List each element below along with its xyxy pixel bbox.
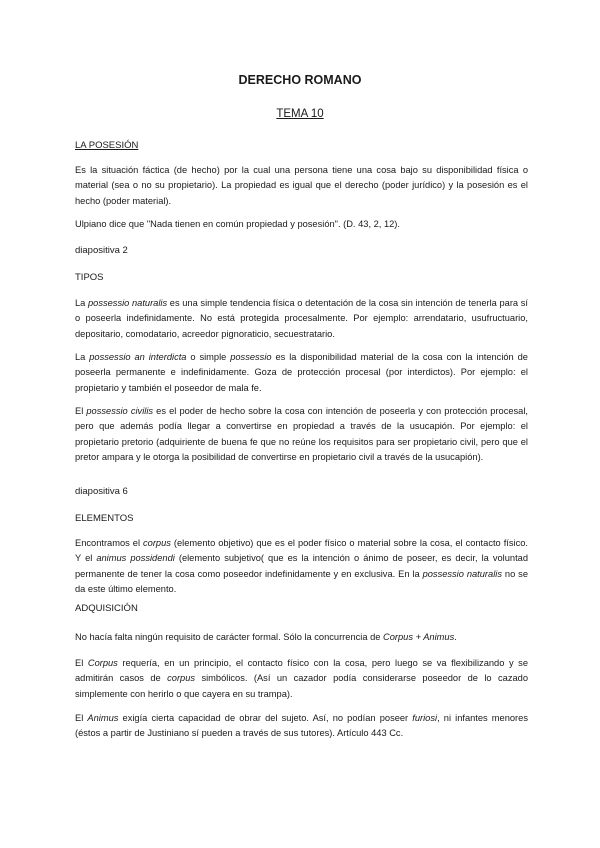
- document-subtitle: TEMA 10: [276, 108, 324, 120]
- paragraph-possessio-civilis: El possessio civilis es el poder de hecho sobre la cosa con intención de poseerla y con protección procesal, pero que además podía llegar a convertirse en propiedad a través de la usucapión. Por ejemplo: el propietario pretorio (adquiriente de buena fe que no reúne los requisitos para ser propietario civil, pero que el pretor ampara y le otorga la posibilidad de convertirse en propietario civil a través de la usucapión).: [75, 406, 528, 462]
- slide-reference-2: diapositiva 2: [75, 245, 128, 256]
- section-heading-adquisicion: ADQUISICIÓN: [75, 603, 138, 614]
- paragraph-definicion: Es la situación fáctica (de hecho) por la cual una persona tiene una cosa bajo su disponibilidad física o material (sea o no su propietario). La propiedad es igual que el derecho (poder jurídico) y la posesión es el hecho (poder material).: [75, 165, 528, 206]
- paragraph-elementos: Encontramos el corpus (elemento objetivo) que es el poder físico o material sobre la cosa, el contacto físico. Y el animus possidendi (elemento subjetivo( que es la intención o ánimo de poseer, es decir, la voluntad permanente de tener la cosa como poseedor indefinidamente y en exclusiva. En la possessio naturalis no se da este último elemento.: [75, 538, 528, 594]
- paragraph-requisito-formal: No hacía falta ningún requisito de carácter formal. Sólo la concurrencia de Corpus + Animus.: [75, 632, 457, 642]
- slide-reference-6: diapositiva 6: [75, 486, 128, 497]
- section-heading-posesion: LA POSESIÓN: [75, 140, 139, 151]
- section-heading-elementos: ELEMENTOS: [75, 513, 134, 524]
- paragraph-possessio-interdicta: La possessio an interdicta o simple possessio es la disponibilidad material de la cosa con la intención de poseerla permanente e indefinidamente. Goza de protección procesal (por interdictos). Por ejemplo: el propietario y también el poseedor de mala fe.: [75, 352, 528, 393]
- paragraph-ulpiano: Ulpiano dice que "Nada tienen en común propiedad y posesión". (D. 43, 2, 12).: [75, 219, 400, 229]
- paragraph-animus: El Animus exigía cierta capacidad de obrar del sujeto. Así, no podían poseer furiosi, ni infantes menores (éstos a partir de Justiniano sí pueden a través de sus tutores). Artículo 443 Cc.: [75, 713, 528, 739]
- section-heading-tipos: TIPOS: [75, 272, 104, 283]
- paragraph-corpus: El Corpus requería, en un principio, el contacto físico con la cosa, pero luego se va flexibilizando y se admitirán casos de corpus simbólicos. (Así un cazador podía considerarse poseedor de lo cazado simplemente con herirlo o que cayera en su trampa).: [75, 658, 528, 699]
- document-title: DERECHO ROMANO: [238, 73, 362, 87]
- paragraph-possessio-naturalis: La possessio naturalis es una simple tendencia física o detentación de la cosa sin intención de tenerla para sí o poseerla indefinidamente. No está protegida procesalmente. Por ejemplo: arrendatario, usufructuario, depositario, comodatario, acreedor pignoraticio, secuestratario.: [75, 298, 528, 339]
